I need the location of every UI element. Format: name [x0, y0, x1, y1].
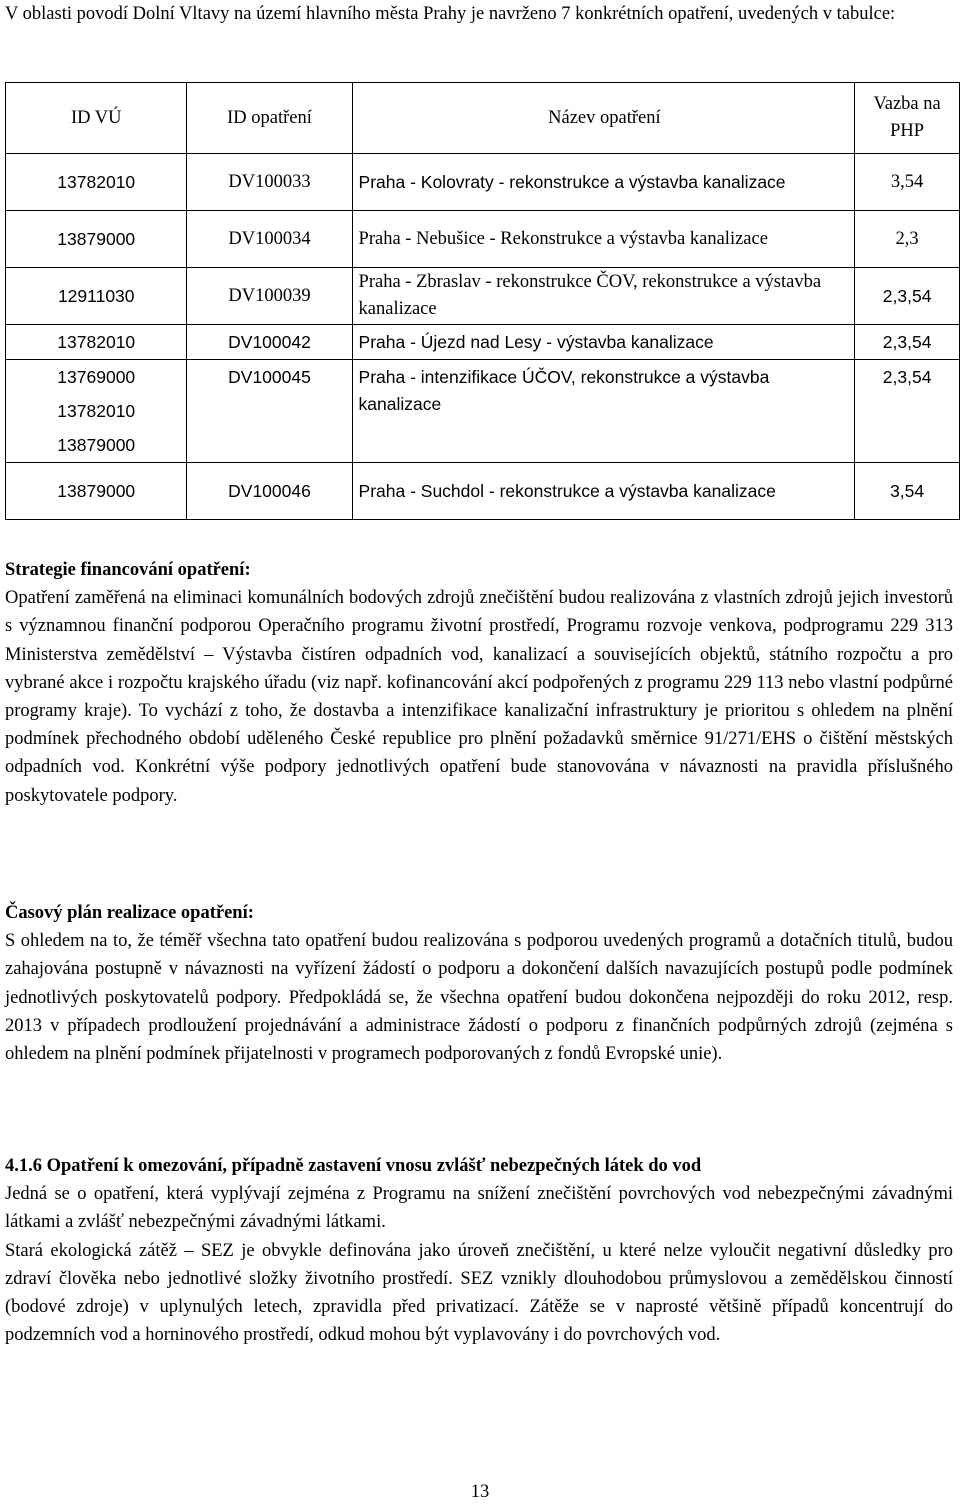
- cell-vazba: 2,3: [855, 211, 960, 268]
- cell-id-vu: 13879000: [6, 463, 187, 520]
- table-row: [6, 268, 960, 325]
- cell-nazev: Praha - Zbraslav - rekonstrukce ČOV, rekonstrukce a výstavba kanalizace: [352, 268, 855, 325]
- table-header-row: [6, 83, 960, 154]
- cell-id-vu: 13782010: [57, 401, 136, 421]
- cell-vazba: 2,3,54: [855, 268, 960, 325]
- header-nazev: Název opatření: [352, 83, 855, 154]
- table-row: [6, 360, 960, 463]
- cell-vazba: 2,3,54: [855, 360, 960, 463]
- section-4-1-6: [5, 1152, 953, 1349]
- financing-text: Opatření zaměřená na eliminaci komunálních bodových zdrojů znečištění budou realizována z vlastních zdrojů jejich investorů s významnou finanční podporou Operačního programu životní prostředí, Programu rozvoje venkova, podprogramu 229 313 Ministerstva zemědělství – Výstavba čistíren odpadních vod, kanalizací a souvisejících objektů, státního rozpočtu a pro vybrané akce i rozpočtu krajského úřadu (viz např. kofinancování akcí podpořených z programu 229 113 nebo vlastní podpůrné programy kraje). To vychází z toho, že dostavba a intenzifikace kanalizační infrastruktury je prioritou s ohledem na plnění podmínek přechodného období uděleného České republice pro plnění požadavků směrnice 91/271/EHS o čištění městských odpadních vod. Konkrétní výše podpory jednotlivých opatření bude stanovována v návaznosti na pravidla příslušného poskytovatele podpory.: [5, 588, 953, 806]
- cell-id-vu-list: [6, 360, 187, 463]
- section-paragraph-2: Stará ekologická zátěž – SEZ je obvykle definována jako úroveň znečištění, u které nelze vyloučit negativní důsledky pro zdraví člověka nebo jednotlivé složky životního prostředí. SEZ vznikly dlouhodobou průmyslovou a zemědělskou činností (bodové zdroje) v uplynulých letech, zpravidla před privatizací. Zátěže se v naprosté většině případů koncentrují do podzemních vod a horninového prostředí, odkud mohou být vyplavovány i do povrchových vod.: [5, 1240, 953, 1346]
- cell-id-opatreni: DV100042: [187, 325, 352, 360]
- cell-vazba: 3,54: [855, 463, 960, 520]
- cell-id-vu: 13769000: [57, 367, 136, 387]
- cell-id-opatreni: DV100046: [187, 463, 352, 520]
- cell-id-vu: 13879000: [6, 211, 187, 268]
- schedule-heading: Časový plán realizace opatření:: [5, 903, 254, 923]
- section-heading: 4.1.6 Opatření k omezování, případně zastavení vnosu zvlášť nebezpečných látek do vod: [5, 1156, 702, 1176]
- cell-nazev: Praha - Kolovraty - rekonstrukce a výstavba kanalizace: [352, 154, 855, 211]
- cell-nazev: Praha - Újezd nad Lesy - výstavba kanalizace: [352, 325, 855, 360]
- cell-nazev: Praha - Suchdol - rekonstrukce a výstavba kanalizace: [352, 463, 855, 520]
- cell-id-opatreni: DV100045: [187, 360, 352, 463]
- cell-id-opatreni: DV100033: [187, 154, 352, 211]
- cell-id-opatreni: DV100039: [187, 268, 352, 325]
- cell-nazev: Praha - Nebušice - Rekonstrukce a výstavba kanalizace: [352, 211, 855, 268]
- cell-id-vu: 13879000: [57, 435, 136, 455]
- header-id-vu: ID VÚ: [6, 83, 187, 154]
- cell-vazba: 3,54: [855, 154, 960, 211]
- table-row: [6, 211, 960, 268]
- schedule-section: [5, 899, 953, 1068]
- schedule-text: S ohledem na to, že téměř všechna tato opatření budou realizována s podporou uvedených programů a dotačních titulů, budou zahajována postupně v návaznosti na vyřízení žádostí o podporu a dokončení dalších navazujících postupů podle podmínek jednotlivých poskytovatelů podpory. Předpokládá se, že všechna opatření budou dokončena nejpozději do roku 2012, resp. 2013 v případech prodloužení projednávání a administrace žádostí o podporu z finančních podpůrných zdrojů (zejména s ohledem na plnění podmínek přijatelnosti v programech podporovaných z fondů Evropské unie).: [5, 931, 953, 1065]
- page-number: 13: [470, 1482, 490, 1502]
- cell-id-vu: 13782010: [6, 154, 187, 211]
- cell-vazba: 2,3,54: [855, 325, 960, 360]
- financing-heading: Strategie financování opatření:: [5, 560, 251, 580]
- cell-id-vu: 12911030: [6, 268, 187, 325]
- table-row: [6, 463, 960, 520]
- intro-paragraph: V oblasti povodí Dolní Vltavy na území hlavního města Prahy je navrženo 7 konkrétních opatření, uvedených v tabulce:: [5, 4, 896, 24]
- table-row: [6, 325, 960, 360]
- measures-table: [5, 82, 960, 520]
- cell-id-vu: 13782010: [6, 325, 187, 360]
- section-paragraph-1: Jedná se o opatření, která vyplývají zejména z Programu na snížení znečištění povrchových vod nebezpečnými závadnými látkami a zvlášť nebezpečnými závadnými látkami.: [5, 1184, 953, 1233]
- financing-section: [5, 556, 953, 810]
- cell-id-opatreni: DV100034: [187, 211, 352, 268]
- header-vazba: Vazba na PHP: [855, 83, 960, 154]
- table-row: [6, 154, 960, 211]
- header-id-opatreni: ID opatření: [187, 83, 352, 154]
- cell-nazev: Praha - intenzifikace ÚČOV, rekonstrukce a výstavba kanalizace: [352, 360, 855, 463]
